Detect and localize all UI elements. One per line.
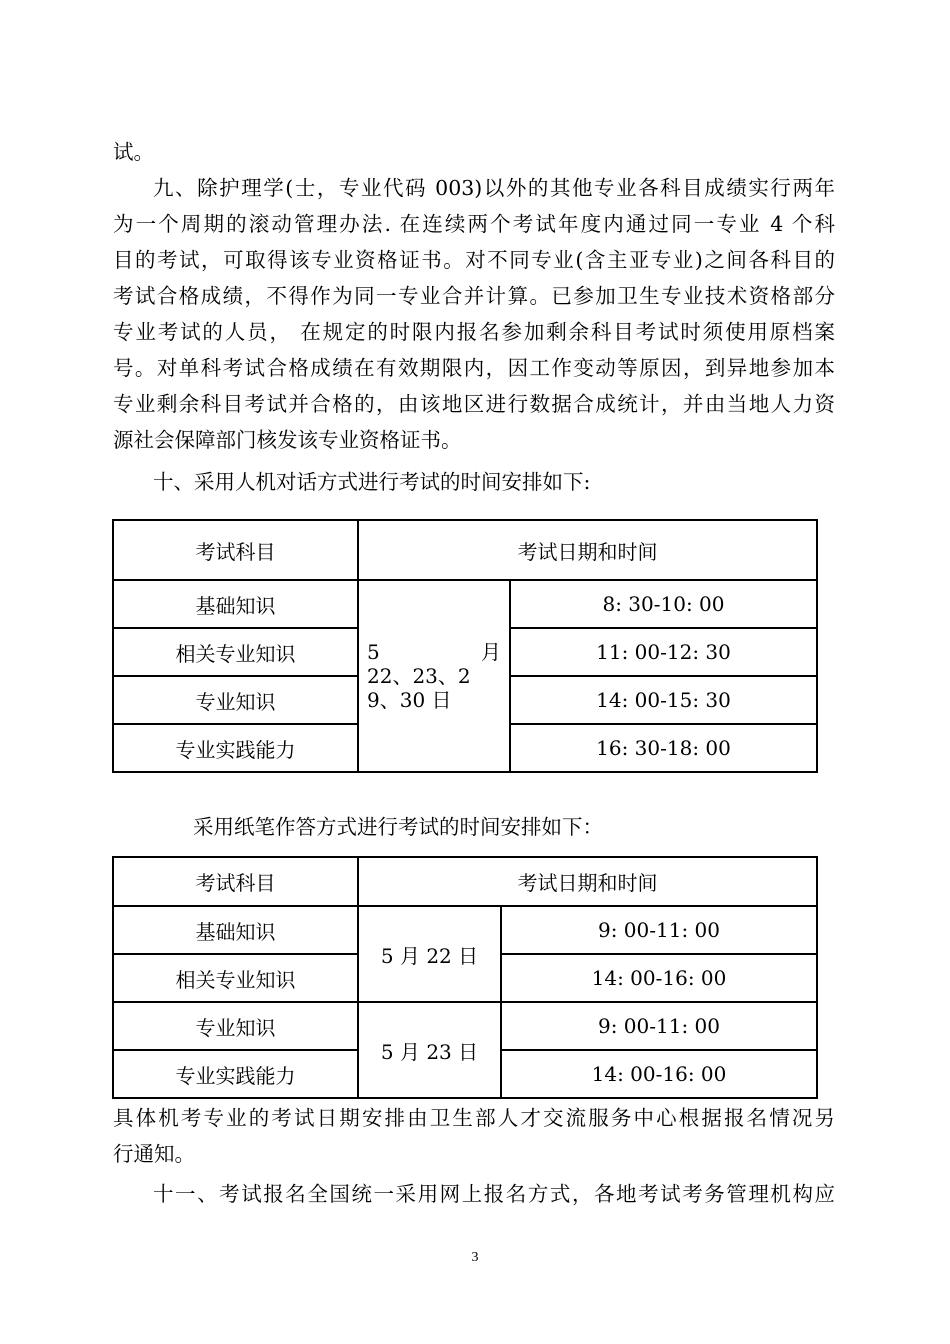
paragraph-line: 专业考试的人员， 在规定的时限内报名参加剩余科目考试时须使用原档案 [113,320,835,344]
section-heading: 十、采用人机对话方式进行考试的时间安排如下: [153,470,591,494]
subject-cell: 专业实践能力 [113,1050,358,1098]
subject-cell: 专业知识 [113,1002,358,1050]
table-header-cell: 考试日期和时间 [358,520,817,580]
paragraph-line: 目的考试，可取得该专业资格证书。对不同专业(含主亚专业)之间各科目的 [113,248,835,272]
date-text: 22、23、29、30 日 [367,664,471,712]
paragraph-line: 行通知。 [113,1142,195,1166]
subject-cell: 相关专业知识 [113,628,358,676]
time-cell: 14: 00-16: 00 [501,1050,817,1098]
subject-cell: 基础知识 [113,906,358,954]
paragraph-line: 为一个周期的滚动管理办法. 在连续两个考试年度内通过同一专业 4 个科 [113,212,835,236]
paragraph-line: 九、除护理学(士，专业代码 003)以外的其他专业各科目成绩实行两年 [153,176,835,200]
paragraph-line: 十一、考试报名全国统一采用网上报名方式，各地考试考务管理机构应 [153,1182,835,1206]
subject-cell: 专业实践能力 [113,724,358,772]
computer-exam-schedule-table [112,519,818,773]
time-cell: 14: 00-16: 00 [501,954,817,1002]
time-cell: 16: 30-18: 00 [510,724,817,772]
page-number: 3 [471,1250,479,1265]
time-cell: 11: 00-12: 30 [510,628,817,676]
section-heading: 采用纸笔作答方式进行考试的时间安排如下： [193,815,603,839]
table-header-cell: 考试日期和时间 [358,857,817,906]
paragraph-line: 考试合格成绩，不得作为同一专业合并计算。已参加卫生专业技术资格部分 [113,284,835,308]
table-header-cell: 考试科目 [113,520,358,580]
paragraph-line: 专业剩余科目考试并合格的，由该地区进行数据合成统计，并由当地人力资 [113,392,835,416]
paragraph-line: 试。 [113,140,154,164]
subject-cell: 基础知识 [113,580,358,628]
paper-exam-schedule-table [112,856,818,1099]
exam-date-cell [358,580,510,772]
paragraph-line: 源社会保障部门核发该专业资格证书。 [113,428,462,452]
time-cell: 9: 00-11: 00 [501,1002,817,1050]
paragraph-line: 具体机考专业的考试日期安排由卫生部人才交流服务中心根据报名情况另 [113,1106,835,1130]
time-cell: 14: 00-15: 30 [510,676,817,724]
time-cell: 8: 30-10: 00 [510,580,817,628]
date-text: 5 [367,640,380,664]
time-cell: 9: 00-11: 00 [501,906,817,954]
subject-cell: 相关专业知识 [113,954,358,1002]
paragraph-line: 号。对单科考试合格成绩在有效期限内，因工作变动等原因，到异地参加本 [113,356,835,380]
exam-date-cell: 5 月 22 日 [358,906,501,1002]
exam-date-cell: 5 月 23 日 [358,1002,501,1098]
table-header-cell: 考试科目 [113,857,358,906]
date-text: 月 [481,640,501,664]
subject-cell: 专业知识 [113,676,358,724]
